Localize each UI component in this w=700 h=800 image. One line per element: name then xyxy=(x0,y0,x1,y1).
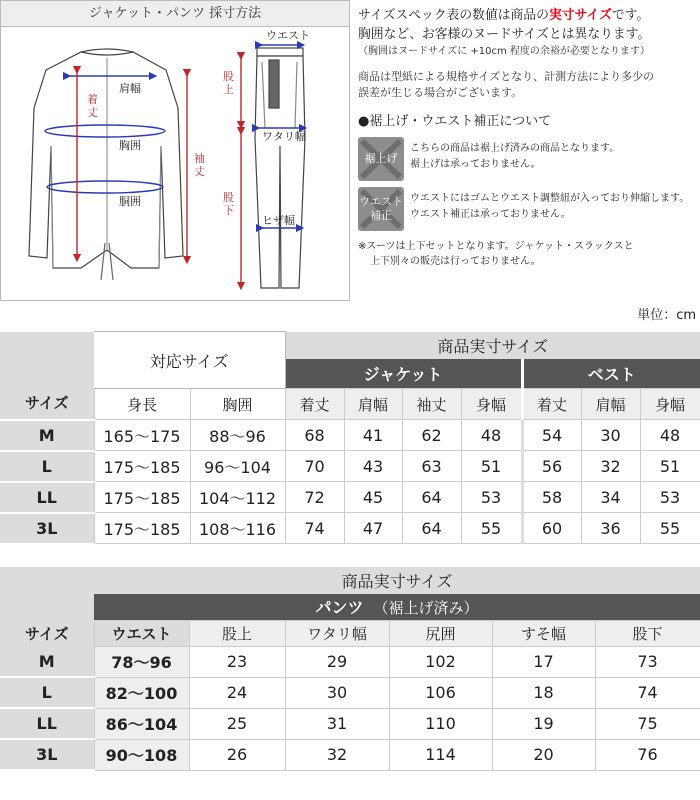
value-cell: 108〜116 xyxy=(190,513,285,544)
column-header-0: 身長 xyxy=(94,389,190,420)
value-cell: 23 xyxy=(189,646,285,677)
adjustment-title: ●裾上げ・ウエスト補正について xyxy=(358,114,552,129)
column-header-6: 着丈 xyxy=(522,389,581,420)
column-header-3: すそ幅 xyxy=(492,620,595,646)
value-cell: 18 xyxy=(492,677,595,708)
table-row xyxy=(0,451,700,482)
waist-adjust-text xyxy=(410,191,689,223)
label-hizahaba: ヒザ幅 xyxy=(262,214,295,227)
value-cell: 62 xyxy=(402,420,461,451)
table-row xyxy=(0,646,700,677)
value-cell: 25 xyxy=(189,708,285,739)
value-cell: 64 xyxy=(402,482,461,513)
set-sale-note-2: 上下別々の販売は行っておりません。 xyxy=(370,256,541,267)
value-cell: 104〜112 xyxy=(190,482,285,513)
hem-adjust-row xyxy=(358,137,700,181)
column-header-1: ワタリ幅 xyxy=(285,620,389,646)
size-cell: L xyxy=(0,451,94,482)
waist-adjust-text-1: ウエストにはゴムとウエスト調整紐が入っており伸縮します。 xyxy=(410,193,690,204)
jacket-pants-diagram xyxy=(1,28,349,300)
hem-badge xyxy=(358,137,404,181)
column-header-4: 股下 xyxy=(595,620,700,646)
table-row xyxy=(0,420,700,451)
label-yuki-2: 丈 xyxy=(194,165,205,178)
value-cell: 20 xyxy=(492,739,595,770)
value-cell: 48 xyxy=(461,420,522,451)
spec-note-line3: （胸囲はヌードサイズに +10cm 程度の余裕が必要となります） xyxy=(358,46,650,57)
pants-header-note: （裾上げ済み） xyxy=(373,599,479,618)
hem-badge-label: 裾上げ xyxy=(364,152,398,165)
value-cell: 19 xyxy=(492,708,595,739)
value-cell: 73 xyxy=(595,646,700,677)
fit-size-header: 対応サイズ xyxy=(94,332,285,389)
value-cell: 30 xyxy=(285,677,389,708)
column-header-2: 尻囲 xyxy=(389,620,492,646)
pants-header xyxy=(94,594,700,620)
waist-badge xyxy=(358,187,404,231)
tolerance-note-line1: 商品は型紙による規格サイズとなり、計測方法により多少の xyxy=(358,70,655,83)
value-cell: 55 xyxy=(461,513,522,544)
waist-adjust-text-2: ウエスト補正は承っておりません。 xyxy=(410,209,571,220)
measurement-guide xyxy=(0,0,350,301)
corner-cell xyxy=(0,567,94,620)
value-cell: 53 xyxy=(640,482,700,513)
set-sale-note-1: ※スーツは上下セットとなります。ジャケット・スラックスと xyxy=(358,241,634,252)
info-panel xyxy=(358,6,700,269)
pants-size-table xyxy=(0,567,700,771)
table-row xyxy=(0,739,700,770)
value-cell: 175〜185 xyxy=(94,451,190,482)
value-cell: 51 xyxy=(640,451,700,482)
column-header-7: 肩幅 xyxy=(581,389,640,420)
actual-size-highlight: 実寸サイズ xyxy=(548,8,612,23)
tolerance-note xyxy=(358,69,700,101)
value-cell: 26 xyxy=(189,739,285,770)
value-cell: 175〜185 xyxy=(94,482,190,513)
waist-column-header: ウエスト xyxy=(94,620,189,646)
waist-badge-label-2: 補正 xyxy=(370,209,392,222)
size-cell: M xyxy=(0,420,94,451)
label-munei: 胸囲 xyxy=(119,139,141,152)
value-cell: 48 xyxy=(640,420,700,451)
value-cell: 41 xyxy=(344,420,402,451)
value-cell: 75 xyxy=(595,708,700,739)
value-cell: 165〜175 xyxy=(94,420,190,451)
spec-note-line1 xyxy=(358,6,700,25)
value-cell: 58 xyxy=(522,482,581,513)
value-cell: 51 xyxy=(461,451,522,482)
value-cell: 63 xyxy=(402,451,461,482)
label-doui: 胴囲 xyxy=(119,195,141,208)
value-cell: 43 xyxy=(344,451,402,482)
waist-cell: 78〜96 xyxy=(94,646,189,677)
size-cell: LL xyxy=(0,482,94,513)
size-cell: M xyxy=(0,646,94,677)
value-cell: 17 xyxy=(492,646,595,677)
column-header-3: 肩幅 xyxy=(344,389,402,420)
column-header-4: 袖丈 xyxy=(402,389,461,420)
label-watari: ワタリ幅 xyxy=(262,130,306,143)
set-sale-note xyxy=(358,239,700,269)
size-cell: 3L xyxy=(0,739,94,770)
table-row xyxy=(0,708,700,739)
value-cell: 96〜104 xyxy=(190,451,285,482)
value-cell: 88〜96 xyxy=(190,420,285,451)
value-cell: 30 xyxy=(581,420,640,451)
size-cell: LL xyxy=(0,708,94,739)
value-cell: 114 xyxy=(389,739,492,770)
waist-cell: 90〜108 xyxy=(94,739,189,770)
hem-adjust-text-2: 裾上げは承っておりません。 xyxy=(410,159,541,170)
jacket-outline xyxy=(29,49,183,280)
actual-size-header: 商品実寸サイズ xyxy=(94,567,700,594)
label-mataue-1: 股 xyxy=(223,70,234,83)
value-cell: 175〜185 xyxy=(94,513,190,544)
label-yuki-1: 袖 xyxy=(194,152,205,165)
value-cell: 74 xyxy=(285,513,344,544)
guide-title: ジャケット・パンツ 採寸方法 xyxy=(1,1,349,27)
value-cell: 68 xyxy=(285,420,344,451)
value-cell: 36 xyxy=(581,513,640,544)
value-cell: 60 xyxy=(522,513,581,544)
value-cell: 47 xyxy=(344,513,402,544)
waist-cell: 86〜104 xyxy=(94,708,189,739)
label-kitake-1: 着 xyxy=(87,93,98,106)
spec-note-line2: 胸囲など、お客様のヌードサイズとは異なります。 xyxy=(358,27,651,42)
value-cell: 72 xyxy=(285,482,344,513)
waist-badge-label-1: ウエスト xyxy=(359,195,403,208)
value-cell: 54 xyxy=(522,420,581,451)
jacket-vest-size-table xyxy=(0,331,700,545)
value-cell: 64 xyxy=(402,513,461,544)
size-column-header: サイズ xyxy=(0,620,94,646)
column-header-2: 着丈 xyxy=(285,389,344,420)
tolerance-note-line2: 誤差が生じる場合がございます。 xyxy=(358,86,523,99)
pants-outline xyxy=(255,48,305,288)
waist-adjust-row xyxy=(358,187,700,231)
column-header-5: 身幅 xyxy=(461,389,522,420)
value-cell: 32 xyxy=(285,739,389,770)
value-cell: 32 xyxy=(581,451,640,482)
table-row xyxy=(0,513,700,544)
size-cell: L xyxy=(0,677,94,708)
size-cell: 3L xyxy=(0,513,94,544)
value-cell: 56 xyxy=(522,451,581,482)
value-cell: 29 xyxy=(285,646,389,677)
label-katahaba: 肩幅 xyxy=(119,82,141,95)
value-cell: 106 xyxy=(389,677,492,708)
table-row xyxy=(0,677,700,708)
value-cell: 55 xyxy=(640,513,700,544)
label-matashita-2: 下 xyxy=(223,204,234,217)
value-cell: 70 xyxy=(285,451,344,482)
value-cell: 74 xyxy=(595,677,700,708)
hem-adjust-text xyxy=(410,141,619,173)
value-cell: 31 xyxy=(285,708,389,739)
corner-cell: サイズ xyxy=(0,332,94,420)
spec-note-text: サイズスペック表の数値は商品の xyxy=(358,8,549,23)
value-cell: 110 xyxy=(389,708,492,739)
column-header-0: 股上 xyxy=(189,620,285,646)
pants-header-label: パンツ xyxy=(315,598,364,618)
spec-note-suffix: です。 xyxy=(611,8,650,23)
value-cell: 45 xyxy=(344,482,402,513)
value-cell: 24 xyxy=(189,677,285,708)
value-cell: 76 xyxy=(595,739,700,770)
label-kitake-2: 丈 xyxy=(87,106,98,119)
actual-size-header: 商品実寸サイズ xyxy=(285,332,700,359)
value-cell: 34 xyxy=(581,482,640,513)
hem-adjust-text-1: こちらの商品は裾上げ済みの商品となります。 xyxy=(410,143,620,154)
column-header-1: 胸囲 xyxy=(190,389,285,420)
unit-label: 単位：cm xyxy=(637,308,696,323)
label-matashita-1: 股 xyxy=(223,191,234,204)
waist-cell: 82〜100 xyxy=(94,677,189,708)
jacket-header: ジャケット xyxy=(285,359,522,389)
label-mataue-2: 上 xyxy=(223,83,234,96)
value-cell: 53 xyxy=(461,482,522,513)
value-cell: 102 xyxy=(389,646,492,677)
waist-badge-label xyxy=(359,195,403,223)
vest-header: ベスト xyxy=(522,359,700,389)
label-waist: ウエスト xyxy=(266,29,310,42)
column-header-8: 身幅 xyxy=(640,389,700,420)
table-row xyxy=(0,482,700,513)
